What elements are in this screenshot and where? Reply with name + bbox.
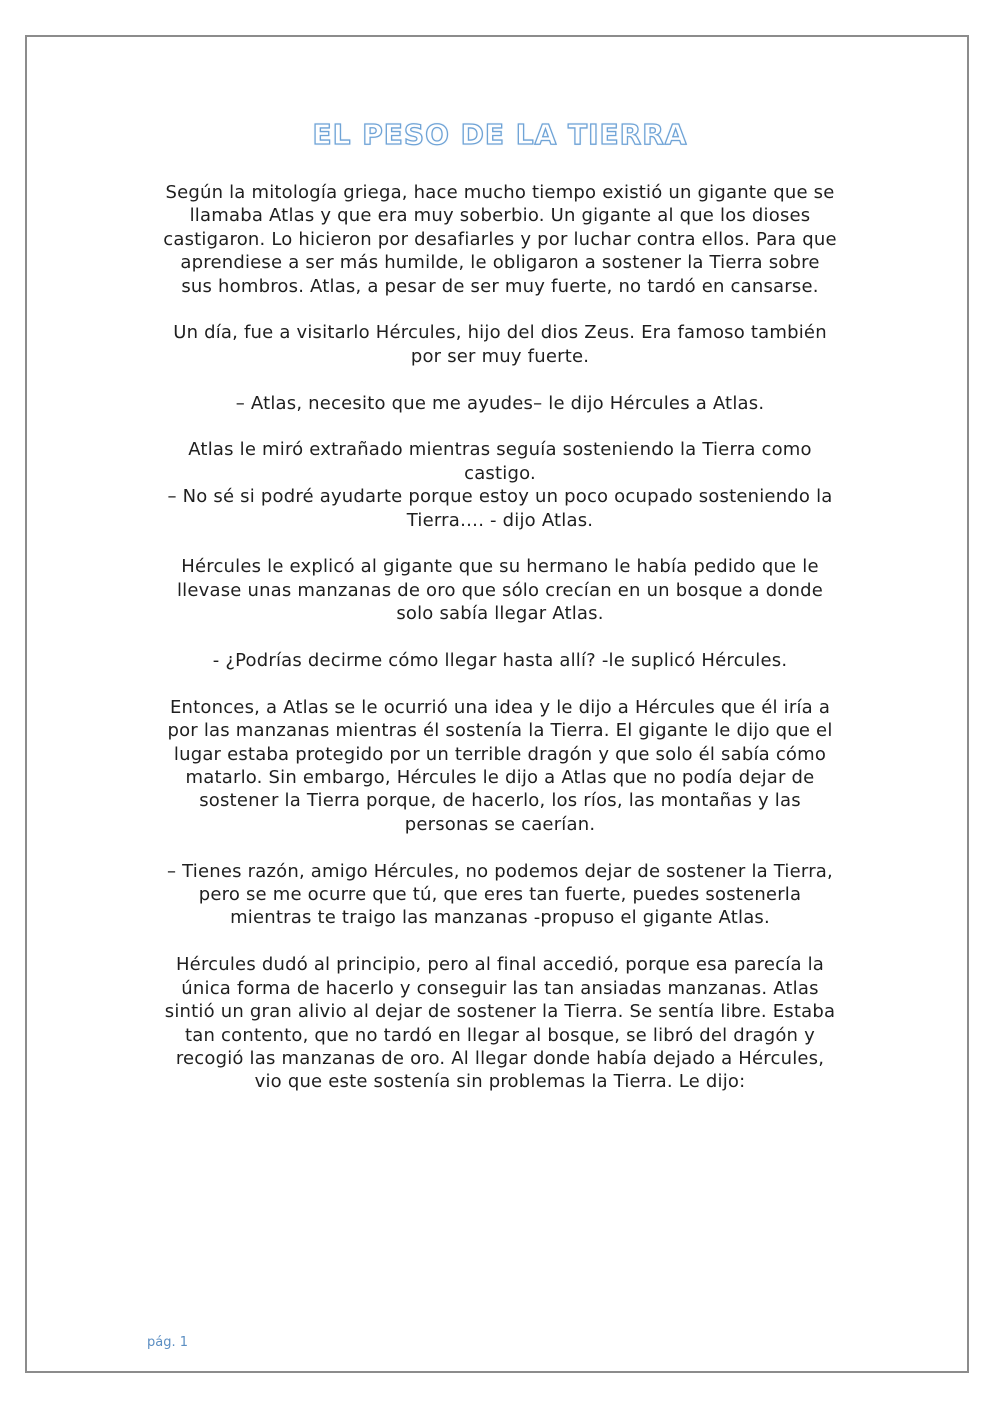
- story-body: [120, 181, 880, 1117]
- paragraph-intro: Según la mitología griega, hace mucho tiempo existió un gigante que se llamaba Atlas y que era muy soberbio. Un gigante al que los dioses castigaron. Lo hicieron por desafiarles y por luchar contra ellos. Para que aprendiese a ser más humilde, le obligaron a sostener la Tierra sobre sus hombros. Atlas, a pesar de ser muy fuerte, no tardó en cansarse.: [163, 182, 837, 297]
- document-title: EL PESO DE LA TIERRA: [312, 118, 688, 151]
- paragraph-atlas-proposal: – Tienes razón, amigo Hércules, no podemos dejar de sostener la Tierra, pero se me ocurre que tú, que eres tan fuerte, puedes sostenerla mientras te traigo las manzanas -propuso el gigante Atlas.: [167, 860, 833, 929]
- paragraph-hercules-visit: Un día, fue a visitarlo Hércules, hijo del dios Zeus. Era famoso también por ser muy fuerte.: [173, 322, 827, 367]
- paragraph-atlas-reply: Atlas le miró extrañado mientras seguía sosteniendo la Tierra como castigo. – No sé si podré ayudarte porque estoy un poco ocupado sosteniendo la Tierra…. - dijo Atlas.: [167, 439, 833, 531]
- paragraph-golden-apples: Hércules le explicó al gigante que su hermano le había pedido que le llevase unas manzanas de oro que sólo crecían en un bosque a donde solo sabía llegar Atlas.: [176, 556, 824, 625]
- paragraph-atlas-idea: Entonces, a Atlas se le ocurrió una idea y le dijo a Hércules que él iría a por las manzanas mientras él sostenía la Tierra. El gigante le dijo que el lugar estaba protegido por un terrible dragón y que solo él sabía cómo matarlo. Sin embargo, Hércules le dijo a Atlas que no podía dejar de sostener la Tierra porque, de hacerlo, los ríos, las montañas y las personas se caerían.: [167, 696, 833, 835]
- paragraph-question: - ¿Podrías decirme cómo llegar hasta allí? -le suplicó Hércules.: [212, 650, 788, 672]
- page-number: pág. 1: [147, 1335, 189, 1350]
- paragraph-dialogue-help: – Atlas, necesito que me ayudes– le dijo Hércules a Atlas.: [235, 392, 765, 414]
- paragraph-hercules-accepts: Hércules dudó al principio, pero al final accedió, porque esa parecía la única forma de hacerlo y conseguir las tan ansiadas manzanas. Atlas sintió un gran alivio al dejar de sostener la Tierra. Se sentía libre. Estaba tan contento, que no tardó en llegar al bosque, se libró del dragón y recogió las manzanas de oro. Al llegar donde había dejado a Hércules, vio que este sostenía sin problemas la Tierra. Le dijo:: [164, 954, 836, 1093]
